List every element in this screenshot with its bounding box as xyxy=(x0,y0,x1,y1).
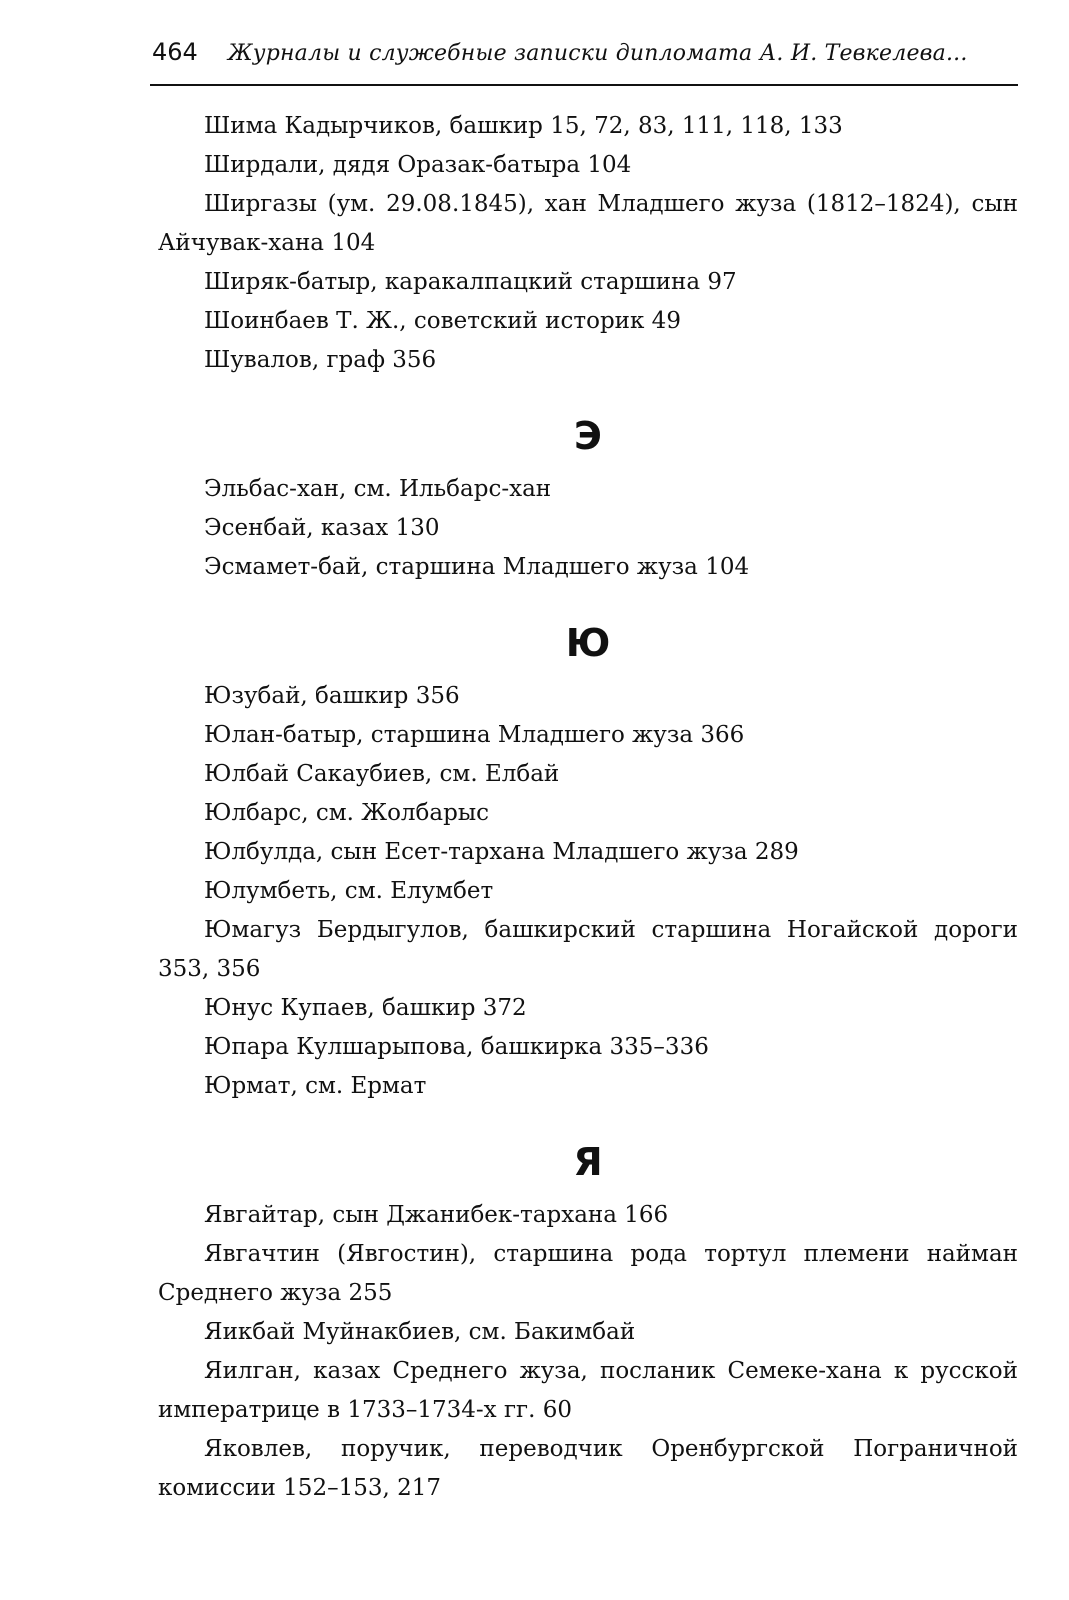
index-entry: Яилган, казах Среднего жуза, посланик Семеке-хана к русской императрице в 1733–1734-х гг. 60 xyxy=(158,1358,1018,1423)
index-entry: Яковлев, поручик, переводчик Оренбургской Пограничной комиссии 152–153, 217 xyxy=(158,1436,1018,1501)
index-entry: Ширдали, дядя Оразак-батыра 104 xyxy=(204,152,632,178)
index-entry: Юмагуз Бердыгулов, башкирский старшина Ногайской дороги 353, 356 xyxy=(158,917,1018,982)
index-entry: Ширгазы (ум. 29.08.1845), хан Младшего жуза (1812–1824), сын Айчувак-хана 104 xyxy=(158,191,1018,256)
index-entry: Шима Кадырчиков, башкир 15, 72, 83, 111, 118, 133 xyxy=(204,113,843,139)
index-entry: Юзубай, башкир 356 xyxy=(204,683,460,709)
index-entry: Ширяк-батыр, каракалпацкий старшина 97 xyxy=(204,269,737,295)
header-rule xyxy=(150,84,1018,86)
index-entry: Юлан-батыр, старшина Младшего жуза 366 xyxy=(204,722,745,748)
page-number: 464 xyxy=(152,38,198,66)
index-entry: Юлбай Сакаубиев, см. Елбай xyxy=(204,761,560,787)
index-entry: Юрмат, см. Ермат xyxy=(204,1073,427,1099)
running-title: Журналы и служебные записки дипломата А. И. Тевкелева... xyxy=(227,41,968,66)
index-entry: Юнус Купаев, башкир 372 xyxy=(204,995,527,1021)
index-entry: Юлбулда, сын Есет-тархана Младшего жуза 289 xyxy=(204,839,799,865)
index-content xyxy=(158,107,1018,1508)
index-entry: Яикбай Муйнакбиев, см. Бакимбай xyxy=(204,1319,636,1345)
index-entry: Эсенбай, казах 130 xyxy=(204,515,440,541)
index-section-ya xyxy=(158,1142,1018,1508)
index-entry: Шоинбаев Т. Ж., советский историк 49 xyxy=(204,308,681,334)
index-entry: Юлбарс, см. Жолбарыс xyxy=(204,800,490,826)
index-entry: Явгачтин (Явгостин), старшина рода тортул племени найман Среднего жуза 255 xyxy=(158,1241,1018,1306)
index-section-e xyxy=(158,416,1018,587)
index-entry: Явгайтар, сын Джанибек-тархана 166 xyxy=(204,1202,669,1228)
index-section-yu xyxy=(158,623,1018,1106)
index-entry: Эльбас-хан, см. Ильбарс-хан xyxy=(204,476,552,502)
index-entry: Эсмамет-бай, старшина Младшего жуза 104 xyxy=(204,554,750,580)
page-header xyxy=(152,38,1018,78)
index-entry: Юлумбеть, см. Елумбет xyxy=(204,878,494,904)
index-entry: Шувалов, граф 356 xyxy=(204,347,437,373)
index-entry: Юпара Кулшарыпова, башкирка 335–336 xyxy=(204,1034,709,1060)
section-letter-heading: Ю xyxy=(565,621,611,665)
index-section-sh xyxy=(158,107,1018,380)
section-letter-heading: Э xyxy=(574,414,602,458)
section-letter-heading: Я xyxy=(573,1140,603,1184)
